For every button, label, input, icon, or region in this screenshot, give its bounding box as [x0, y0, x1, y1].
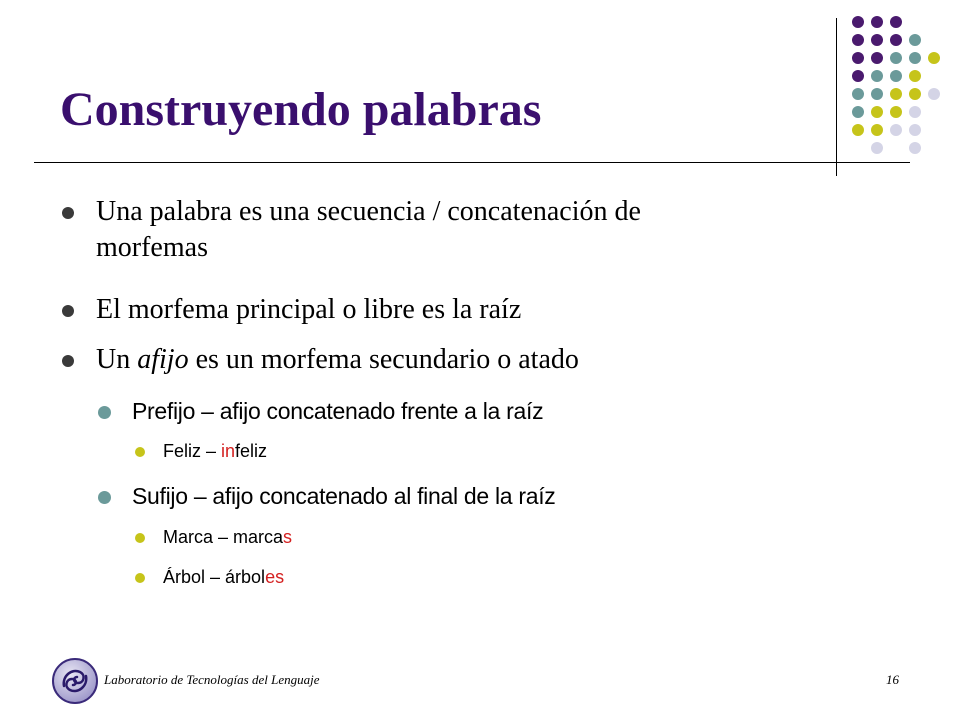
suffix-highlight: s	[283, 527, 293, 547]
footer-lab-name: Laboratorio de Tecnologías del Lenguaje	[104, 672, 320, 687]
suffix-highlight: es	[265, 567, 285, 587]
example-feliz-text: Feliz –	[163, 441, 222, 461]
example-marca	[163, 527, 292, 548]
example-arbol	[163, 567, 284, 588]
example-feliz-root: feliz	[235, 441, 268, 461]
page-number: 16	[886, 672, 899, 687]
sub-bullet-prefijo: Prefijo – afijo concatenado frente a la raíz	[132, 398, 544, 424]
example-arbol-text: Árbol – árbol	[163, 567, 266, 587]
bullet-3-text-post: es un morfema secundario o atado	[188, 344, 579, 375]
example-marca-text: Marca – marca	[163, 527, 284, 547]
example-bullet-disc	[135, 533, 145, 543]
example-bullet-disc	[135, 573, 145, 583]
bullet-disc	[62, 207, 74, 219]
bullet-disc	[62, 305, 74, 317]
bullet-3-text-pre: Un	[96, 344, 138, 375]
decorative-dot-grid	[838, 8, 958, 158]
swirl-logo-icon	[50, 656, 100, 706]
example-bullet-disc	[135, 447, 145, 457]
sub-bullet-sufijo: Sufijo – afijo concatenado al final de la raíz	[132, 483, 556, 509]
slide-title: Construyendo palabras	[60, 83, 542, 136]
title-vertical-rule	[836, 18, 837, 176]
sub-bullet-disc	[98, 491, 111, 504]
prefix-highlight: in	[221, 441, 236, 461]
bullet-3	[96, 342, 579, 378]
bullet-2: El morfema principal o libre es la raíz	[96, 294, 522, 325]
sub-bullet-disc	[98, 406, 111, 419]
bullet-1-line-2: morfemas	[96, 232, 208, 263]
bullet-3-term: afijo	[137, 344, 189, 375]
example-feliz	[163, 441, 267, 462]
bullet-1-line-1: Una palabra es una secuencia / concatenación de	[96, 196, 641, 227]
title-horizontal-rule	[34, 162, 910, 163]
bullet-disc	[62, 355, 74, 367]
bullet-1	[96, 194, 641, 266]
